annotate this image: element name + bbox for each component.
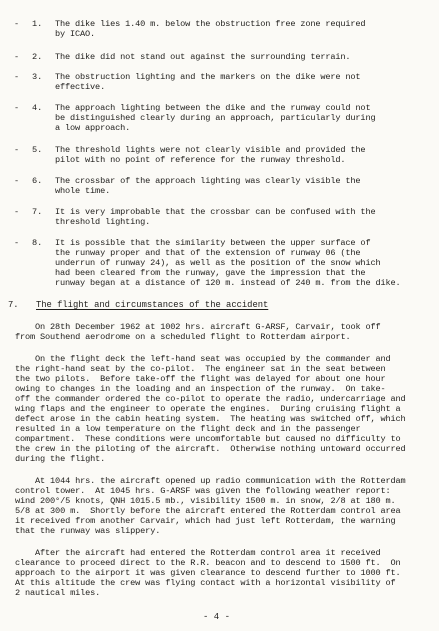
list-text-line: It is possible that the similarity between the upper surface of [55, 238, 371, 248]
paragraph-line: approach to the airport it was given clearance to descend further to 1000 ft. [15, 568, 401, 578]
paragraph-line: during the flight. [15, 454, 106, 464]
list-dash: - [14, 207, 20, 217]
paragraph-line: it received from another Carvair, which had just left Rotterdam, the warning [15, 516, 396, 526]
paragraph-line: wind 200°/5 knots, QNH 1015.5 mb., visibility 1500 m. in snow, 2/8 at 180 m. [15, 496, 396, 506]
list-number: 7. [32, 207, 43, 217]
paragraph-line: wing flaps and the engineer to operate the engines. During cruising flight a [15, 404, 401, 414]
paragraph-line: the two pilots. Before take-off the flight was delayed for about one hour [15, 374, 386, 384]
list-text-line: The approach lighting between the dike and the runway could not [55, 103, 371, 113]
list-text-line: underrun of runway 24), as well as the position of the snow which [55, 258, 381, 268]
paragraph-line: owing to changes in the loading and an inspection of the runway. On take- [15, 384, 386, 394]
list-text-line: The dike did not stand out against the surrounding terrain. [55, 52, 351, 62]
list-dash: - [14, 238, 20, 248]
section-number: 7. [8, 300, 19, 310]
list-text-line: The threshold lights were not clearly visible and provided the [55, 145, 366, 155]
page-number: - 4 - [203, 612, 231, 622]
list-text-line: had been cleared from the runway, gave the impression that the [55, 268, 366, 278]
list-number: 4. [32, 103, 43, 113]
paragraph-line: compartment. These conditions were uncomfortable but caused no difficulty to [15, 434, 401, 444]
list-text-line: runway began at a distance of 120 m. instead of 240 m. from the dike. [55, 278, 401, 288]
list-text-line: whole time. [55, 186, 111, 196]
list-dash: - [14, 176, 20, 186]
list-number: 3. [32, 72, 43, 82]
list-text-line: The obstruction lighting and the markers on the dike were not [55, 72, 361, 82]
list-text-line: It is very improbable that the crossbar can be confused with the [55, 207, 376, 217]
list-number: 6. [32, 176, 43, 186]
section-title: The flight and circumstances of the accident [36, 300, 269, 310]
paragraph-line: 5/8 at 300 m. Shortly before the aircraft entered the Rotterdam control area [15, 506, 401, 516]
paragraph-line: On the flight deck the left-hand seat was occupied by the commander and [15, 354, 391, 364]
list-number: 5. [32, 145, 43, 155]
list-text-line: pilot with no point of reference for the runway threshold. [55, 155, 346, 165]
list-text-line: be distinguished clearly during an approach, particularly during [55, 113, 376, 123]
paragraph-line: that the runway was slippery. [15, 526, 161, 536]
paragraph-line: resulted in a low temperature on the flight deck and in the passenger [15, 424, 361, 434]
list-text-line: by ICAO. [55, 29, 96, 39]
paragraph-line: the right-hand seat by the co-pilot. The engineer sat in the seat between [15, 364, 386, 374]
paragraph-line: off the commander ordered the co-pilot to operate the radio, undercarriage and [15, 394, 406, 404]
paragraph-line: defect arose in the cabin heating system. The heating was switched off, which [15, 414, 406, 424]
paragraph-line: control tower. At 1045 hrs. G-ARSF was given the following weather report: [15, 486, 391, 496]
list-dash: - [14, 103, 20, 113]
list-number: 2. [32, 52, 43, 62]
paragraph-line: After the aircraft had entered the Rotterdam control area it received [15, 548, 381, 558]
list-text-line: a low approach. [55, 123, 131, 133]
list-dash: - [14, 52, 20, 62]
paragraph-line: At this altitude the crew was flying contact with a horizontal visibility of [15, 578, 396, 588]
list-number: 8. [32, 238, 43, 248]
list-text-line: threshold lighting. [55, 217, 151, 227]
list-number: 1. [32, 19, 43, 29]
list-dash: - [14, 19, 20, 29]
list-text-line: effective. [55, 82, 106, 92]
paragraph-line: On 28th December 1962 at 1002 hrs. aircraft G-ARSF, Carvair, took off [15, 322, 381, 332]
list-text-line: The dike lies 1.40 m. below the obstruction free zone required [55, 19, 366, 29]
list-dash: - [14, 145, 20, 155]
list-text-line: the runway proper and that of the extension of runway 06 (the [55, 248, 361, 258]
paragraph-line: 2 nautical miles. [15, 588, 101, 598]
paragraph-line: clearance to proceed direct to the R.R. beacon and to descend to 1500 ft. On [15, 558, 401, 568]
paragraph-line: the crew in the piloting of the aircraft. Otherwise nothing untoward occurred [15, 444, 406, 454]
paragraph-line: At 1044 hrs. the aircraft opened up radio communication with the Rotterdam [15, 476, 406, 486]
list-dash: - [14, 72, 20, 82]
list-text-line: The crossbar of the approach lighting was clearly visible the [55, 176, 361, 186]
paragraph-line: from Southend aerodrome on a scheduled flight to Rotterdam airport. [15, 332, 351, 342]
